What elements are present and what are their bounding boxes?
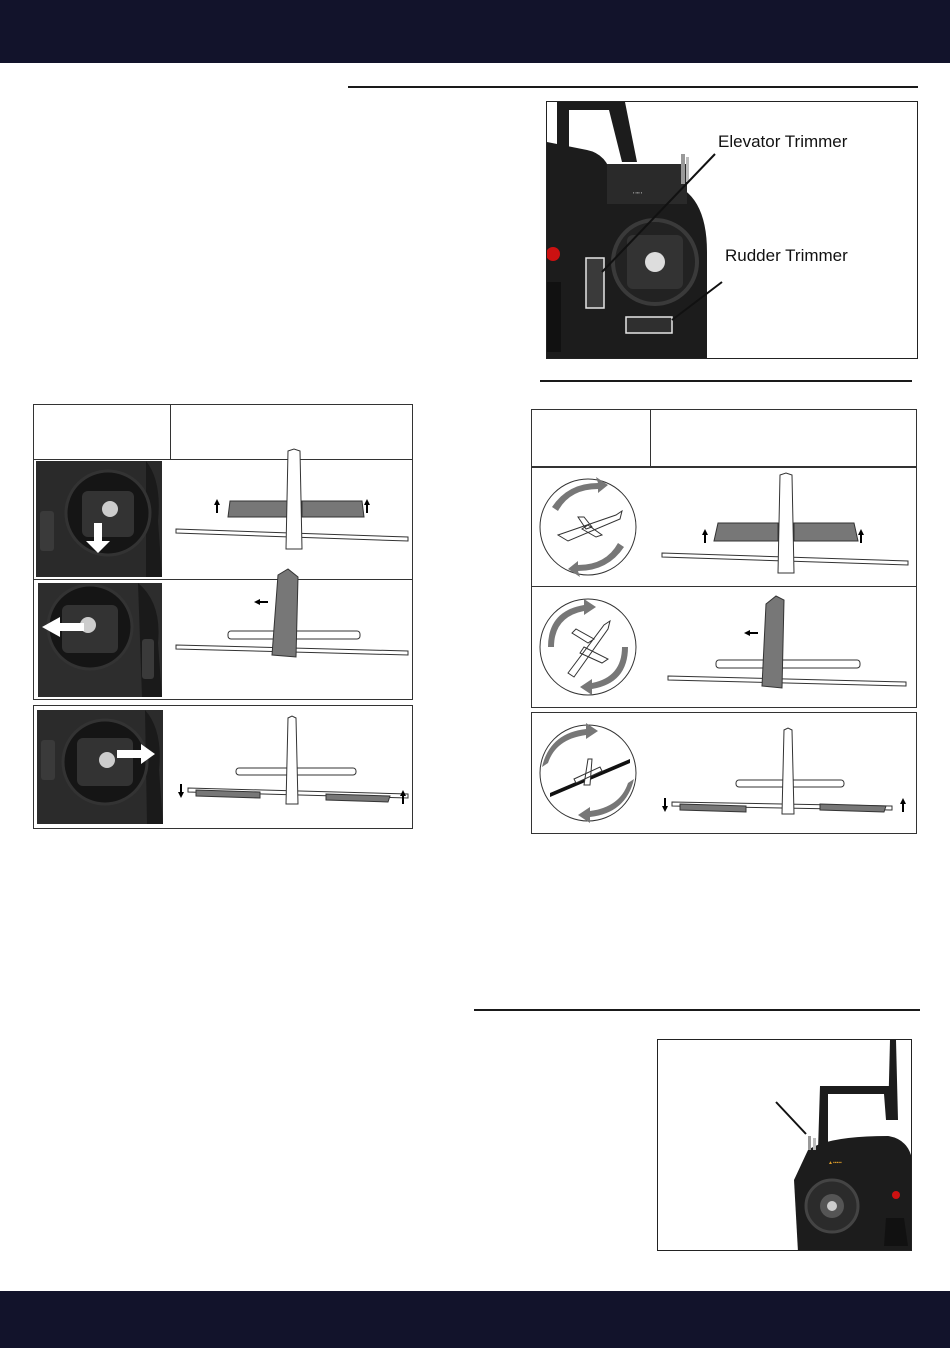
trimmer-figure — [546, 101, 918, 359]
arrow-up-icon — [364, 499, 370, 513]
section-rule-top — [348, 86, 918, 88]
attitude-icon-roll — [538, 723, 638, 823]
surface-diagram-yaw — [654, 588, 916, 706]
attitude-icon-pitch — [538, 477, 638, 577]
elevator-trimmer-label: Elevator Trimmer — [718, 132, 848, 151]
stick-photo-aileron — [37, 710, 163, 824]
stick-photo-rudder — [38, 583, 162, 697]
transmitter-photo-bottom — [658, 1040, 912, 1251]
svg-text:▲▪▪▪▪▪: ▲▪▪▪▪▪ — [828, 1160, 842, 1166]
arrow-up-icon — [858, 529, 864, 543]
transmitter-figure — [657, 1039, 912, 1251]
arrow-down-icon — [178, 784, 184, 798]
surface-diagram-rudder — [172, 581, 412, 699]
attitude-icon-yaw — [538, 597, 638, 697]
svg-text:▪ ▪▪▪ ▪: ▪ ▪▪▪ ▪ — [633, 190, 643, 195]
stick-table-header-left — [33, 404, 171, 460]
section-rule-bottom — [474, 1009, 920, 1011]
attitude-table-header-left — [531, 409, 651, 467]
arrow-down-icon — [662, 798, 668, 812]
attitude-table-header-right — [650, 409, 917, 467]
arrow-up-icon — [214, 499, 220, 513]
surface-diagram-pitch — [654, 469, 916, 585]
surface-diagram-aileron — [172, 708, 412, 826]
rudder-trimmer-label: Rudder Trimmer — [725, 246, 848, 265]
stick-photo-elevator — [36, 461, 162, 577]
arrow-left-icon — [254, 599, 268, 605]
footer-band — [0, 1291, 950, 1348]
arrow-up-icon — [702, 529, 708, 543]
header-band — [0, 0, 950, 63]
arrow-up-icon — [900, 798, 906, 812]
surface-diagram-elevator — [172, 461, 412, 579]
section-rule-middle — [540, 380, 912, 382]
surface-diagram-roll — [654, 714, 916, 832]
arrow-left-icon — [744, 630, 758, 636]
